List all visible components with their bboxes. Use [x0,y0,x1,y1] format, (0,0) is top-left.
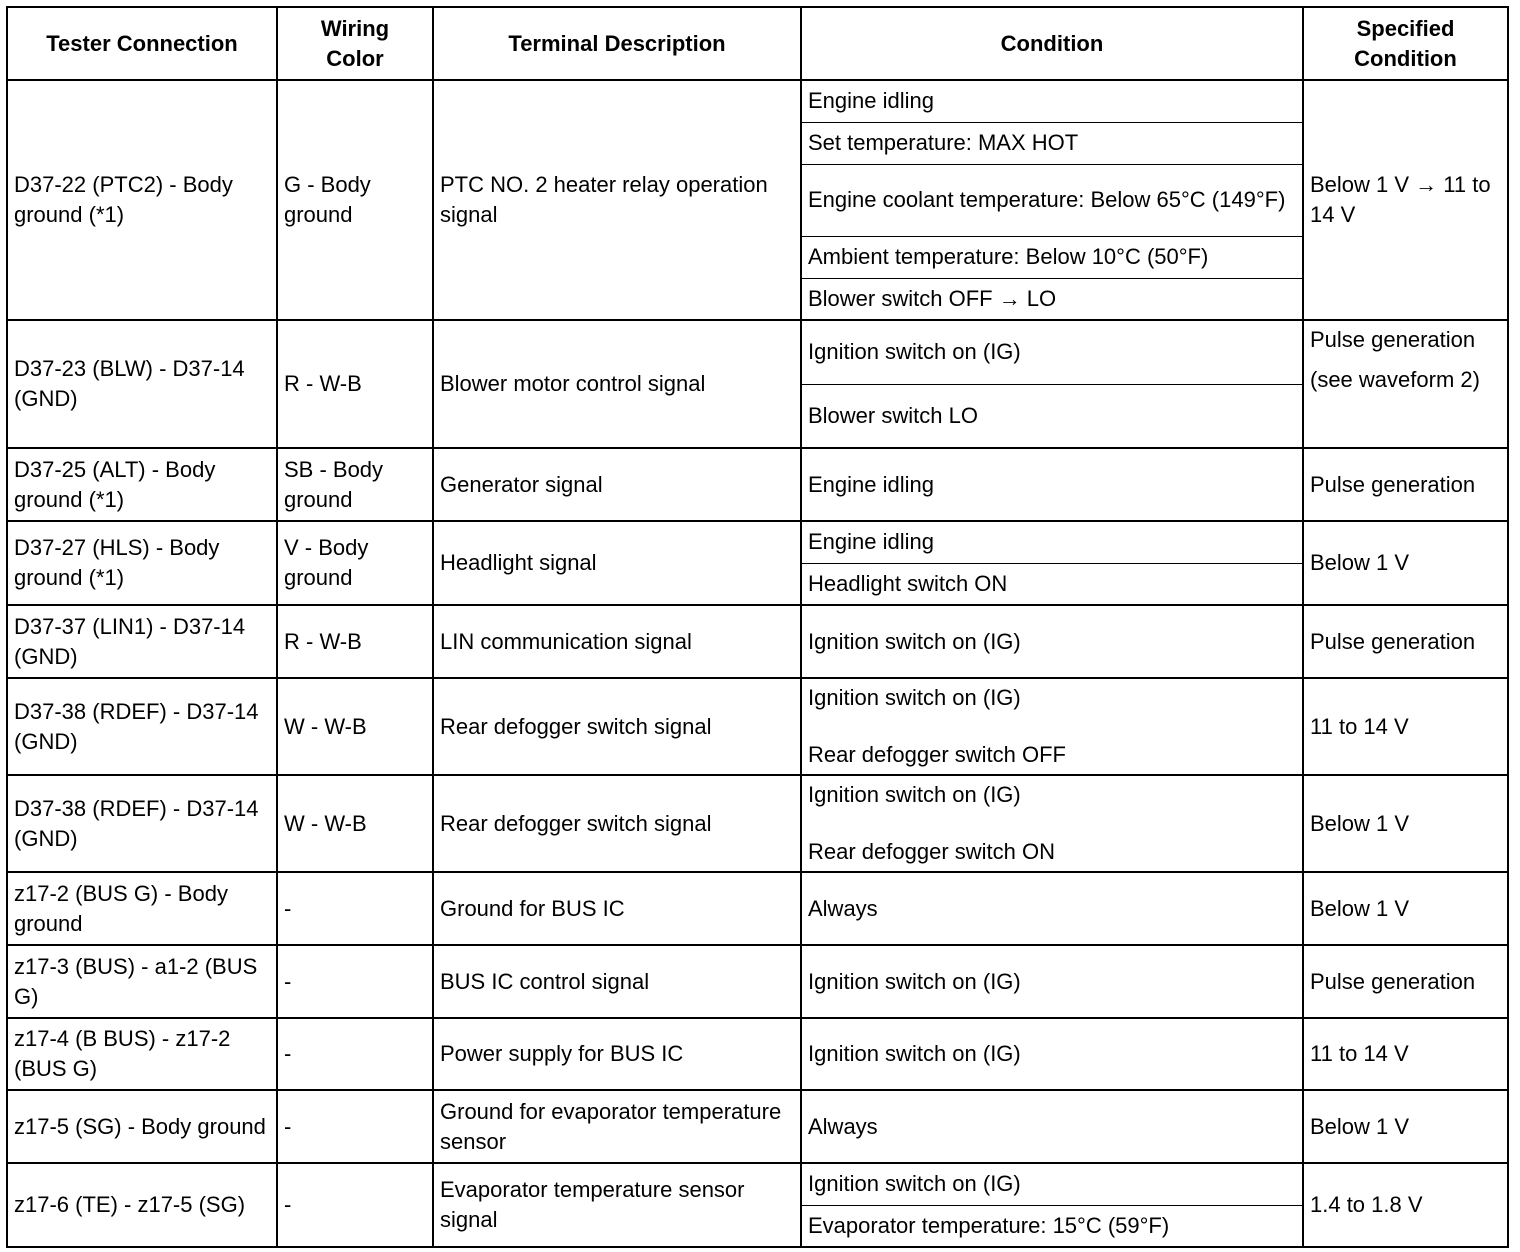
wiring-color-cell: W - W-B [277,775,433,872]
condition-cell: Ambient temperature: Below 10°C (50°F) [801,236,1303,278]
specified-condition-cell: 1.4 to 1.8 V [1303,1163,1508,1247]
terminal-description-cell: Rear defogger switch signal [433,775,801,872]
specified-condition-cell: Pulse generation [1303,605,1508,678]
terminal-description-cell: PTC NO. 2 heater relay operation signal [433,80,801,320]
table-row [7,1018,1508,1090]
condition-cell: Rear defogger switch ON [801,824,1303,872]
table-row [7,945,1508,1018]
tester-connection-cell: D37-27 (HLS) - Body ground (*1) [7,521,277,605]
tester-connection-cell: z17-2 (BUS G) - Body ground [7,872,277,945]
table-row [7,320,1508,384]
wiring-color-cell: G - Body ground [277,80,433,320]
tester-connection-cell: D37-38 (RDEF) - D37-14 (GND) [7,775,277,872]
wiring-color-cell: R - W-B [277,605,433,678]
condition-cell: Ignition switch on (IG) [801,1163,1303,1205]
tester-connection-cell: z17-4 (B BUS) - z17-2 (BUS G) [7,1018,277,1090]
condition-cell: Always [801,872,1303,945]
wiring-color-cell: R - W-B [277,320,433,448]
terminal-description-cell: Rear defogger switch signal [433,678,801,775]
specified-condition-cell: 11 to 14 V [1303,1018,1508,1090]
specified-condition-cell: Pulse generation [1303,448,1508,521]
table-row [7,872,1508,945]
terminal-description-cell: Ground for evaporator temperature sensor [433,1090,801,1163]
tester-connection-cell: z17-3 (BUS) - a1-2 (BUS G) [7,945,277,1018]
terminal-description-cell: Headlight signal [433,521,801,605]
header-row [7,7,1508,80]
table-row [7,775,1508,824]
condition-cell: Ignition switch on (IG) [801,945,1303,1018]
wiring-color-cell: - [277,872,433,945]
terminal-description-cell: Ground for BUS IC [433,872,801,945]
specified-condition-cell: 11 to 14 V [1303,678,1508,775]
specified-line: (see waveform 2) [1310,367,1480,392]
terminal-description-cell: LIN communication signal [433,605,801,678]
condition-cell: Ignition switch on (IG) [801,1018,1303,1090]
wiring-color-cell: W - W-B [277,678,433,775]
header-wiring-color: Wiring Color [277,7,433,80]
wiring-color-cell: V - Body ground [277,521,433,605]
specified-condition-cell: Pulse generation [1303,945,1508,1018]
condition-cell: Headlight switch ON [801,563,1303,605]
tester-connection-cell: D37-37 (LIN1) - D37-14 (GND) [7,605,277,678]
specified-condition-cell: Below 1 V → 11 to 14 V [1303,80,1508,320]
terminal-description-cell: Blower motor control signal [433,320,801,448]
terminal-specification-table [6,6,1509,1248]
wiring-color-cell: SB - Body ground [277,448,433,521]
specified-line: Pulse generation [1310,327,1476,352]
table-row [7,521,1508,563]
table-row [7,448,1508,521]
specified-condition-cell: Below 1 V [1303,872,1508,945]
condition-cell: Always [801,1090,1303,1163]
condition-cell: Set temperature: MAX HOT [801,122,1303,164]
header-condition: Condition [801,7,1303,80]
table-row [7,678,1508,727]
condition-cell: Engine idling [801,521,1303,563]
condition-cell: Engine coolant temperature: Below 65°C (149°F) [801,164,1303,236]
terminal-description-cell: Generator signal [433,448,801,521]
wiring-color-cell: - [277,1163,433,1247]
tester-connection-cell: z17-6 (TE) - z17-5 (SG) [7,1163,277,1247]
condition-cell: Blower switch LO [801,384,1303,448]
tester-connection-cell: D37-38 (RDEF) - D37-14 (GND) [7,678,277,775]
tester-connection-cell: z17-5 (SG) - Body ground [7,1090,277,1163]
tester-connection-cell: D37-25 (ALT) - Body ground (*1) [7,448,277,521]
tester-connection-cell: D37-22 (PTC2) - Body ground (*1) [7,80,277,320]
header-specified-condition: Specified Condition [1303,7,1508,80]
condition-cell: Ignition switch on (IG) [801,775,1303,824]
wiring-color-cell: - [277,1090,433,1163]
specified-condition-cell: Below 1 V [1303,775,1508,872]
table-row [7,80,1508,122]
specified-condition-cell: Below 1 V [1303,1090,1508,1163]
specified-condition-cell: Below 1 V [1303,521,1508,605]
terminal-description-cell: Power supply for BUS IC [433,1018,801,1090]
wiring-color-cell: - [277,945,433,1018]
terminal-description-cell: Evaporator temperature sensor signal [433,1163,801,1247]
table-row [7,1163,1508,1205]
condition-cell: Ignition switch on (IG) [801,678,1303,727]
condition-cell: Ignition switch on (IG) [801,605,1303,678]
condition-cell: Engine idling [801,448,1303,521]
terminal-description-cell: BUS IC control signal [433,945,801,1018]
header-terminal-description: Terminal Description [433,7,801,80]
table-row [7,605,1508,678]
condition-cell: Evaporator temperature: 15°C (59°F) [801,1205,1303,1247]
tester-connection-cell: D37-23 (BLW) - D37-14 (GND) [7,320,277,448]
header-tester-connection: Tester Connection [7,7,277,80]
condition-cell: Rear defogger switch OFF [801,727,1303,775]
condition-cell: Ignition switch on (IG) [801,320,1303,384]
condition-cell: Blower switch OFF → LO [801,278,1303,320]
table-row [7,1090,1508,1163]
specified-condition-cell [1303,320,1508,448]
wiring-color-cell: - [277,1018,433,1090]
condition-cell: Engine idling [801,80,1303,122]
